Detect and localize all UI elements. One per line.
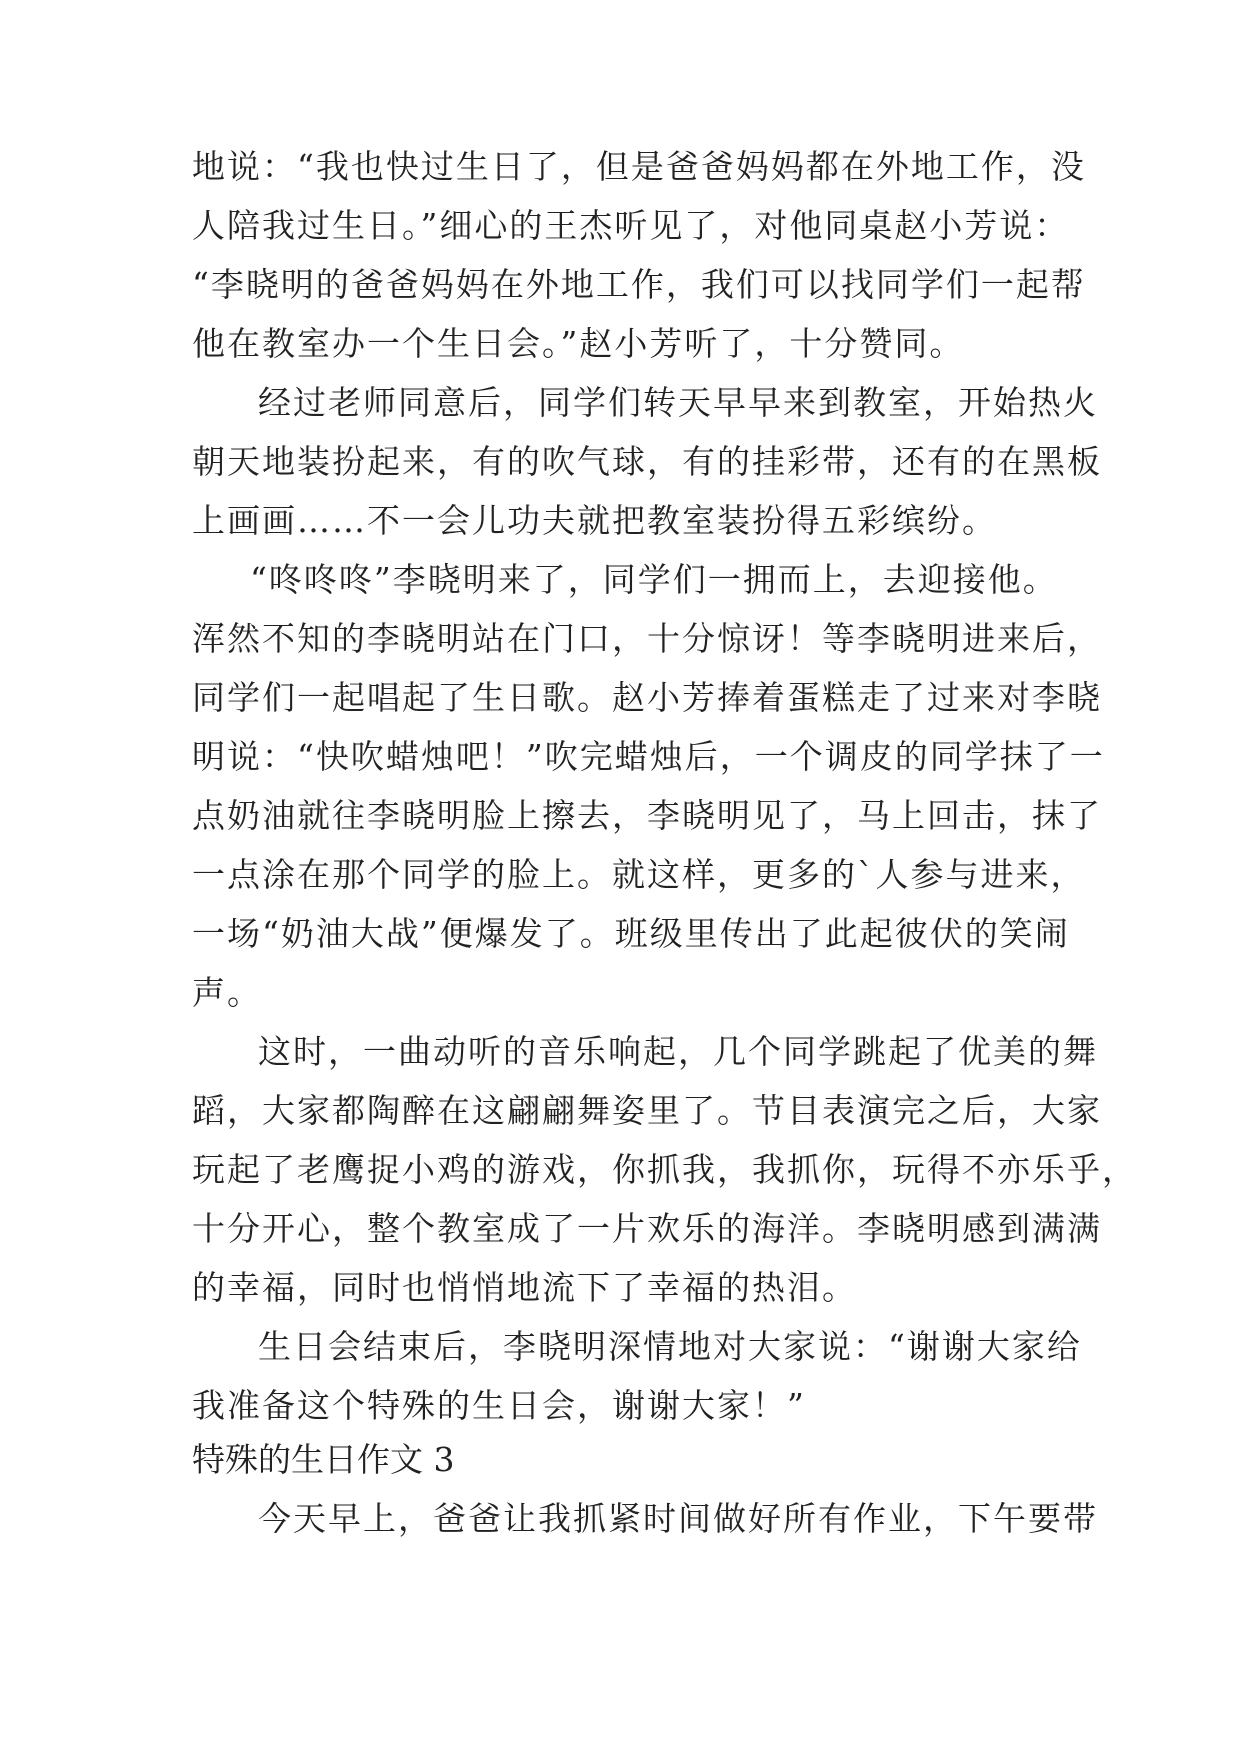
text-line: 他在教室办一个生日会。”赵小芳听了，十分赞同。 [192,324,965,363]
paragraph-start-line: “咚咚咚”李晓明来了，同学们一拥而上，去迎接他。 [250,560,1058,599]
text-line: 明说：“快吹蜡烛吧！”吹完蜡烛后，一个调皮的同学抹了一 [192,737,1105,776]
text-line: 的幸福，同时也悄悄地流下了幸福的热泪。 [192,1268,857,1307]
text-line: 浑然不知的李晓明站在门口，十分惊讶！等李晓明进来后， [192,619,1102,658]
text-line: 蹈，大家都陶醉在这翩翩舞姿里了。节目表演完之后，大家 [192,1091,1102,1130]
text-line: 同学们一起唱起了生日歌。赵小芳捧着蛋糕走了过来对李晓 [192,678,1102,717]
text-line: 十分开心，整个教室成了一片欢乐的海洋。李晓明感到满满 [192,1209,1102,1248]
text-line: 地说：“我也快过生日了，但是爸爸妈妈都在外地工作，没 [192,147,1086,186]
text-line: 声。 [192,973,262,1012]
text-line: 一场“奶油大战”便爆发了。班级里传出了此起彼伏的笑闹 [192,914,1070,953]
text-line: 人陪我过生日。”细心的王杰听见了，对他同桌赵小芳说： [192,206,1070,245]
text-line: “李晓明的爸爸妈妈在外地工作，我们可以找同学们一起帮 [192,265,1086,304]
paragraph-start-line: 生日会结束后，李晓明深情地对大家说：“谢谢大家给 [258,1327,1082,1366]
text-line: 玩起了老鹰捉小鸡的游戏，你抓我，我抓你，玩得不亦乐乎， [192,1150,1137,1189]
text-line: 点奶油就往李晓明脸上擦去，李晓明见了，马上回击，抹了 [192,796,1102,835]
paragraph-start-line: 这时，一曲动听的音乐响起，几个同学跳起了优美的舞 [258,1032,1098,1071]
text-line: 上画画……不一会儿功夫就把教室装扮得五彩缤纷。 [192,501,997,540]
paragraph-start-line: 今天早上，爸爸让我抓紧时间做好所有作业，下午要带 [258,1499,1098,1538]
text-line: 朝天地装扮起来，有的吹气球，有的挂彩带，还有的在黑板 [192,442,1102,481]
section-heading: 特殊的生日作文 3 [192,1440,455,1479]
paragraph-start-line: 经过老师同意后，同学们转天早早来到教室，开始热火 [258,383,1098,422]
text-line: 我准备这个特殊的生日会，谢谢大家！” [192,1386,806,1425]
text-line: 一点涂在那个同学的脸上。就这样，更多的`人参与进来， [192,855,1086,894]
